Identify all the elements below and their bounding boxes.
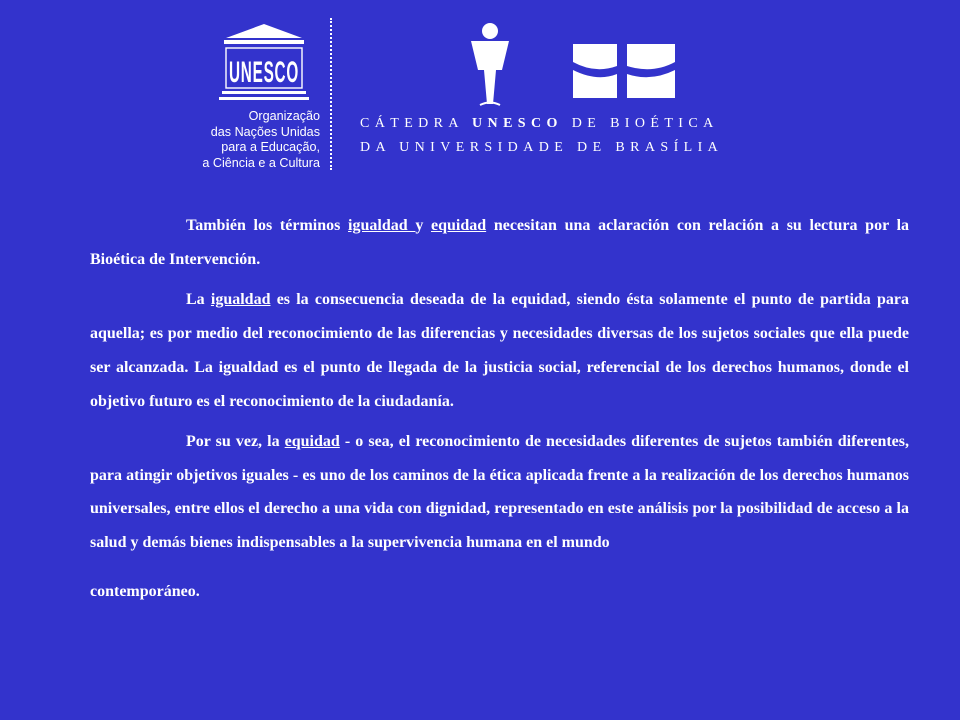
chair-title-unesco: UNESCO <box>472 116 563 131</box>
chair-title-text: CÁTEDRA <box>360 116 464 131</box>
paragraph-3-final-line: contemporáneo. <box>90 583 200 601</box>
university-logo-icon <box>573 44 675 98</box>
chair-title-line-2: DA UNIVERSIDADE DE BRASÍLIA <box>360 140 724 155</box>
text-run: La <box>186 291 211 308</box>
chair-title-text: DE BIOÉTICA <box>571 116 719 131</box>
text-run: y <box>415 217 431 234</box>
underlined-term: igualdad <box>210 291 271 308</box>
underlined-term: igualdad <box>348 217 416 234</box>
underlined-term: equidad <box>284 433 340 450</box>
org-caption-line: a Ciência e a Cultura <box>202 155 320 170</box>
org-caption-line: das Nações Unidas <box>210 124 320 139</box>
organization-caption <box>190 109 320 171</box>
org-caption-line: para a Educação, <box>221 140 320 155</box>
underlined-term: equidad <box>431 217 487 234</box>
unesco-wordmark: UNESCO <box>229 56 299 89</box>
text-run: - o sea, el reconocimiento de necesidades diferentes de sujetos también diferentes, para atingir objetivos iguales - es uno de los caminos de la ética aplicada frente a la realización de los derechos humanos universales, entre ellos el derecho a una vida con dignidad, representado en este análisis por la posibilidad de acceso a la salud y demás bienes indispensables a la supervivencia humana en el mundo <box>90 433 910 551</box>
chair-title-line-1 <box>360 116 719 132</box>
paragraph-1 <box>90 209 909 277</box>
text-run: Por su vez, la <box>186 433 285 450</box>
text-run: necesitan una aclaración con relación a su lectura por la Bioética de Intervención. <box>90 217 910 268</box>
unesco-temple-logo-icon <box>218 22 310 106</box>
paragraph-3 <box>90 425 909 559</box>
dotted-divider <box>330 18 332 170</box>
paragraph-2 <box>90 283 909 419</box>
document-body <box>90 209 909 609</box>
human-figure-icon <box>466 22 514 108</box>
text-run: es la consecuencia deseada de la equidad, siendo ésta solamente el punto de partida para aquella; es por medio del reconocimiento de las diferencias y necesidades diversas de los sujetos sociales que ella puede ser alcanzada. La igualdad es el punto de llegada de la justicia social, referencial de los derechos humanos, donde el objetivo futuro es el reconocimiento de la ciudadanía. <box>90 291 910 410</box>
text-run: También los términos <box>186 217 349 234</box>
org-caption-line: Organização <box>248 109 320 123</box>
